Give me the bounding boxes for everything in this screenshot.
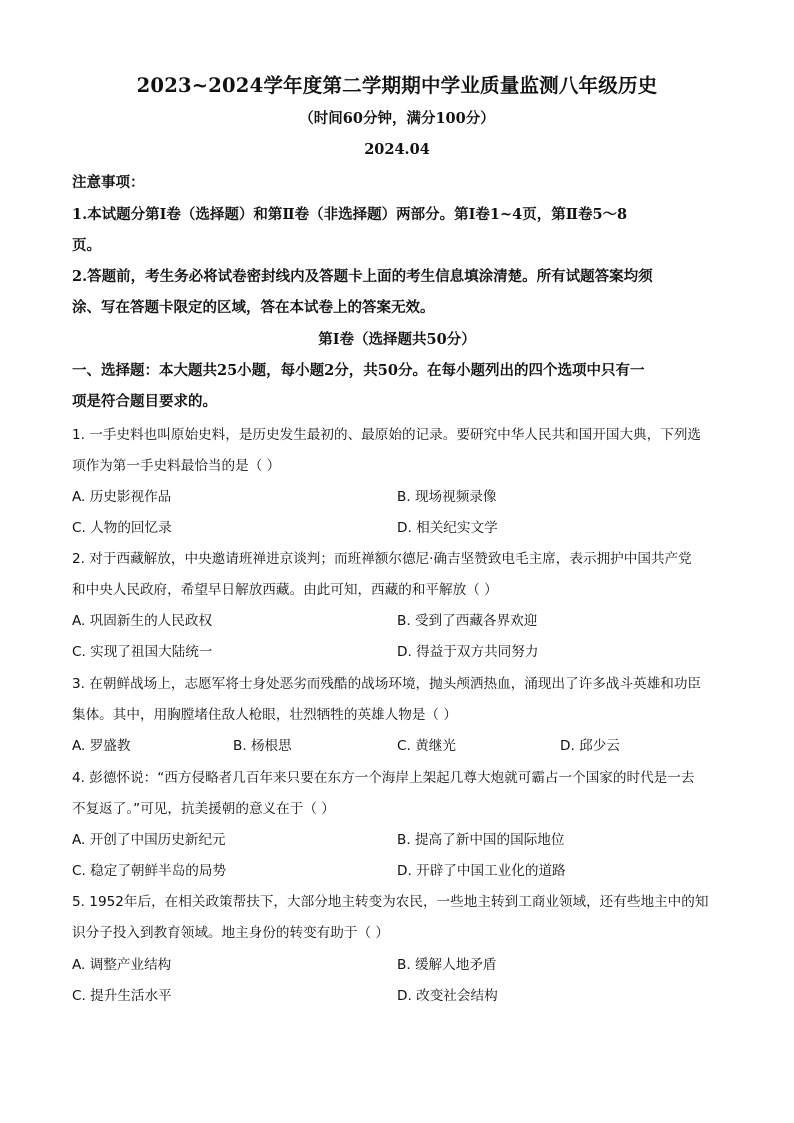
question-1-option-b[interactable]: B. 现场视频录像 <box>397 489 497 505</box>
question-1-option-c[interactable]: C. 人物的回忆录 <box>72 520 172 536</box>
question-1-option-d[interactable]: D. 相关纪实文学 <box>397 520 498 536</box>
question-1-stem-line-1: 1. 一手史料也叫原始史料，是历史发生最初的、最原始的记录。要研究中华人民共和国开国大典，下列选 <box>72 427 702 443</box>
question-2-option-c[interactable]: C. 实现了祖国大陆统一 <box>72 644 213 660</box>
question-5-stem-line-1: 5. 1952年后，在相关政策帮扶下，大部分地主转变为农民，一些地主转到工商业领域，还有些地主中的知 <box>72 894 709 910</box>
notice-item-1-line-2: 页。 <box>72 237 101 254</box>
notice-heading: 注意事项： <box>72 174 145 191</box>
question-2-stem-line-2: 和中央人民政府，希望早日解放西藏。由此可知，西藏的和平解放（ ） <box>72 582 498 598</box>
question-2-option-a[interactable]: A. 巩固新生的人民政权 <box>72 613 213 629</box>
question-4-stem-line-1: 4. 彭德怀说：“西方侵略者几百年来只要在东方一个海岸上架起几尊大炮就可霸占一个国家的时代是一去 <box>72 770 695 786</box>
question-4-option-a[interactable]: A. 开创了中国历史新纪元 <box>72 832 226 848</box>
exam-title: 2023~2024学年度第二学期期中学业质量监测八年级历史 <box>136 74 658 97</box>
question-3-option-a[interactable]: A. 罗盛教 <box>72 738 131 754</box>
question-3-stem-line-1: 3. 在朝鲜战场上，志愿军将士身处恶劣而残酷的战场环境，抛头颅洒热血，涌现出了许多战斗英雄和功臣 <box>72 676 702 692</box>
question-3-stem-line-2: 集体。其中，用胸膛堵住敌人枪眼，壮烈牺牲的英雄人物是（ ） <box>72 707 457 723</box>
section-instruction-line-2: 项是符合题目要求的。 <box>72 393 217 410</box>
question-2-option-b[interactable]: B. 受到了西藏各界欢迎 <box>397 613 538 629</box>
question-3-option-d[interactable]: D. 邱少云 <box>560 738 620 754</box>
question-5-option-c[interactable]: C. 提升生活水平 <box>72 988 172 1004</box>
question-2-option-d[interactable]: D. 得益于双方共同努力 <box>397 644 539 660</box>
exam-time-info: （时间60分钟，满分100分） <box>299 110 495 127</box>
question-4-option-d[interactable]: D. 开辟了中国工业化的道路 <box>397 863 566 879</box>
question-4-option-b[interactable]: B. 提高了新中国的国际地位 <box>397 832 565 848</box>
notice-item-1-line-1: 1.本试题分第Ⅰ卷（选择题）和第Ⅱ卷（非选择题）两部分。第Ⅰ卷1~4页，第Ⅱ卷5～8 <box>72 206 628 223</box>
question-3-option-b[interactable]: B. 杨根思 <box>233 738 292 754</box>
notice-item-2-line-1: 2.答题前，考生务必将试卷密封线内及答题卡上面的考生信息填涂清楚。所有试题答案均须 <box>72 268 653 285</box>
exam-date: 2024.04 <box>364 141 430 158</box>
question-1-option-a[interactable]: A. 历史影视作品 <box>72 489 172 505</box>
question-5-option-d[interactable]: D. 改变社会结构 <box>397 988 498 1004</box>
section-instruction-line-1: 一、选择题：本大题共25小题，每小题2分，共50分。在每小题列出的四个选项中只有一 <box>72 362 645 379</box>
section-title: 第Ⅰ卷（选择题共50分） <box>318 331 476 348</box>
question-1-stem-line-2: 项作为第一手史料最恰当的是（ ） <box>72 458 281 474</box>
question-5-option-b[interactable]: B. 缓解人地矛盾 <box>397 957 497 973</box>
question-5-option-a[interactable]: A. 调整产业结构 <box>72 957 172 973</box>
question-5-stem-line-2: 识分子投入到教育领域。地主身份的转变有助于（ ） <box>72 925 389 941</box>
question-4-stem-line-2: 不复返了。”可见，抗美援朝的意义在于（ ） <box>72 801 335 817</box>
question-2-stem-line-1: 2. 对于西藏解放，中央邀请班禅进京谈判；而班禅额尔德尼·确吉坚赞致电毛主席，表示拥护中国共产党 <box>72 551 692 567</box>
notice-item-2-line-2: 涂、写在答题卡限定的区域，答在本试卷上的答案无效。 <box>72 299 435 316</box>
question-3-option-c[interactable]: C. 黄继光 <box>397 738 456 754</box>
question-4-option-c[interactable]: C. 稳定了朝鲜半岛的局势 <box>72 863 227 879</box>
